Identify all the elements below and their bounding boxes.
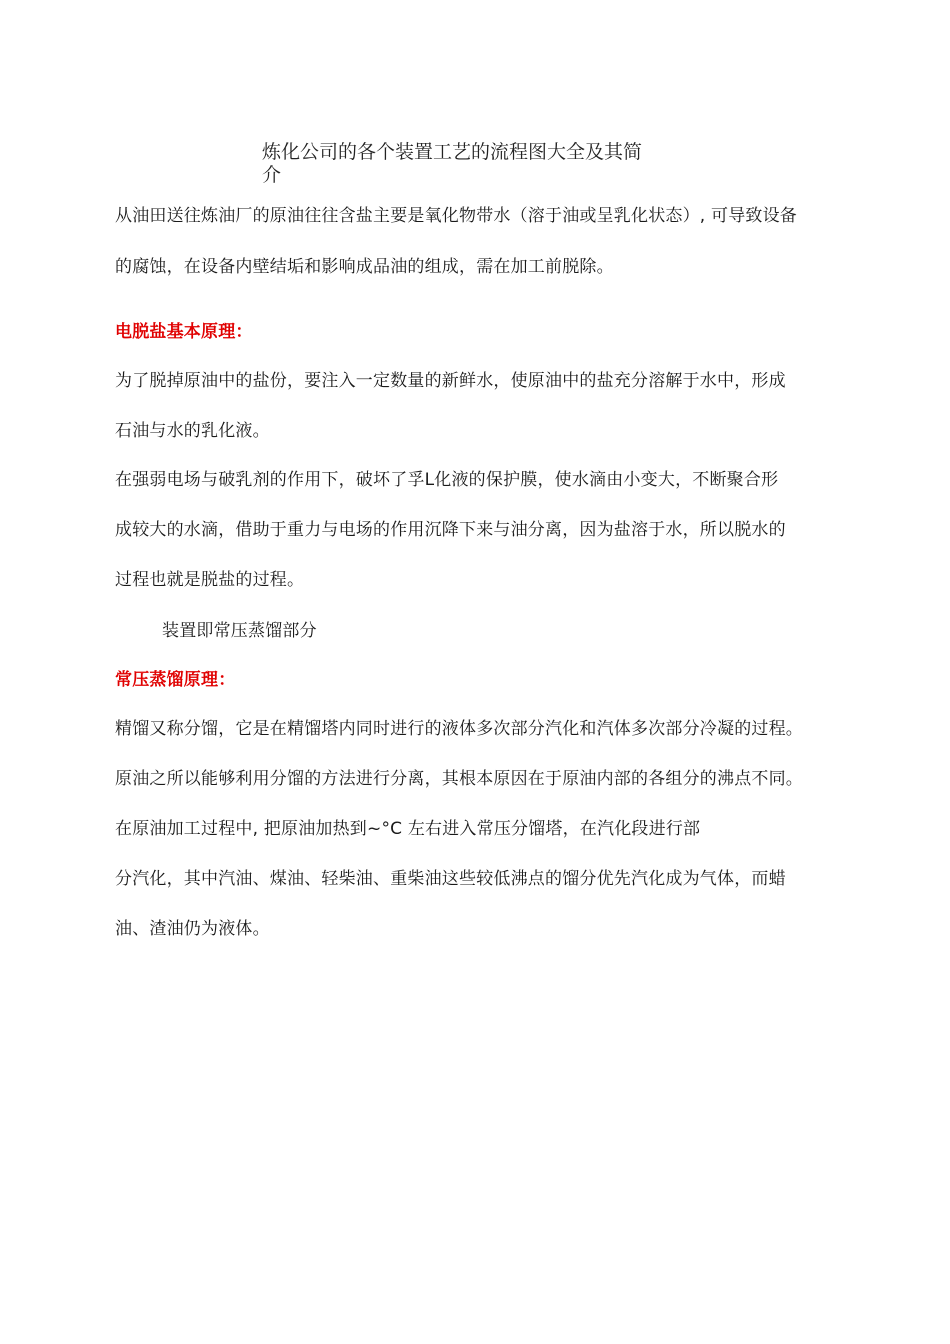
- section-heading-distillation: 常压蒸馏原理：: [115, 670, 236, 690]
- distillation-line-4: 分汽化，其中汽油、煤油、轻柴油、重柴油这些较低沸点的馏分优先汽化成为气体，而蜡: [115, 869, 786, 889]
- distillation-line-1: 精馏又称分馏，它是在精馏塔内同时进行的液体多次部分汽化和汽体多次部分冷凝的过程。: [115, 719, 803, 739]
- desalting-paragraph-1-line-2: 石油与水的乳化液。: [115, 421, 270, 441]
- document-title-line-1: 炼化公司的各个装置工艺的流程图大全及其简: [262, 141, 643, 163]
- intro-line-2: 的腐蚀，在设备内壁结垢和影响成品油的组成，需在加工前脱除。: [115, 257, 614, 277]
- desalting-paragraph-2-line-2: 成较大的水滴，借助于重力与电场的作用沉降下来与油分离，因为盐溶于水，所以脱水的: [115, 520, 786, 540]
- desalting-paragraph-2-line-1: 在强弱电场与破乳剂的作用下，破坏了孚L化液的保护膜，使水滴由小变大，不断聚合形: [115, 470, 779, 490]
- document-title-line-2: 介: [262, 164, 282, 186]
- distillation-line-2: 原油之所以能够利用分馏的方法进行分离，其根本原因在于原油内部的各组分的沸点不同。: [115, 769, 803, 789]
- distillation-line-5: 油、渣油仍为液体。: [115, 919, 270, 939]
- desalting-paragraph-2-line-3: 过程也就是脱盐的过程。: [115, 570, 305, 590]
- intro-line-1: 从油田送往炼油厂的原油往往含盐主要是氧化物带水（溶于油或呈乳化状态）, 可导致设备: [115, 206, 798, 226]
- desalting-paragraph-1-line-1: 为了脱掉原油中的盐份，要注入一定数量的新鲜水，使原油中的盐充分溶解于水中，形成: [115, 371, 786, 391]
- unit-label: 装置即常压蒸馏部分: [162, 621, 317, 641]
- distillation-line-3: 在原油加工过程中, 把原油加热到~°C 左右进入常压分馏塔，在汽化段进行部: [115, 819, 701, 839]
- section-heading-desalting: 电脱盐基本原理：: [115, 322, 253, 342]
